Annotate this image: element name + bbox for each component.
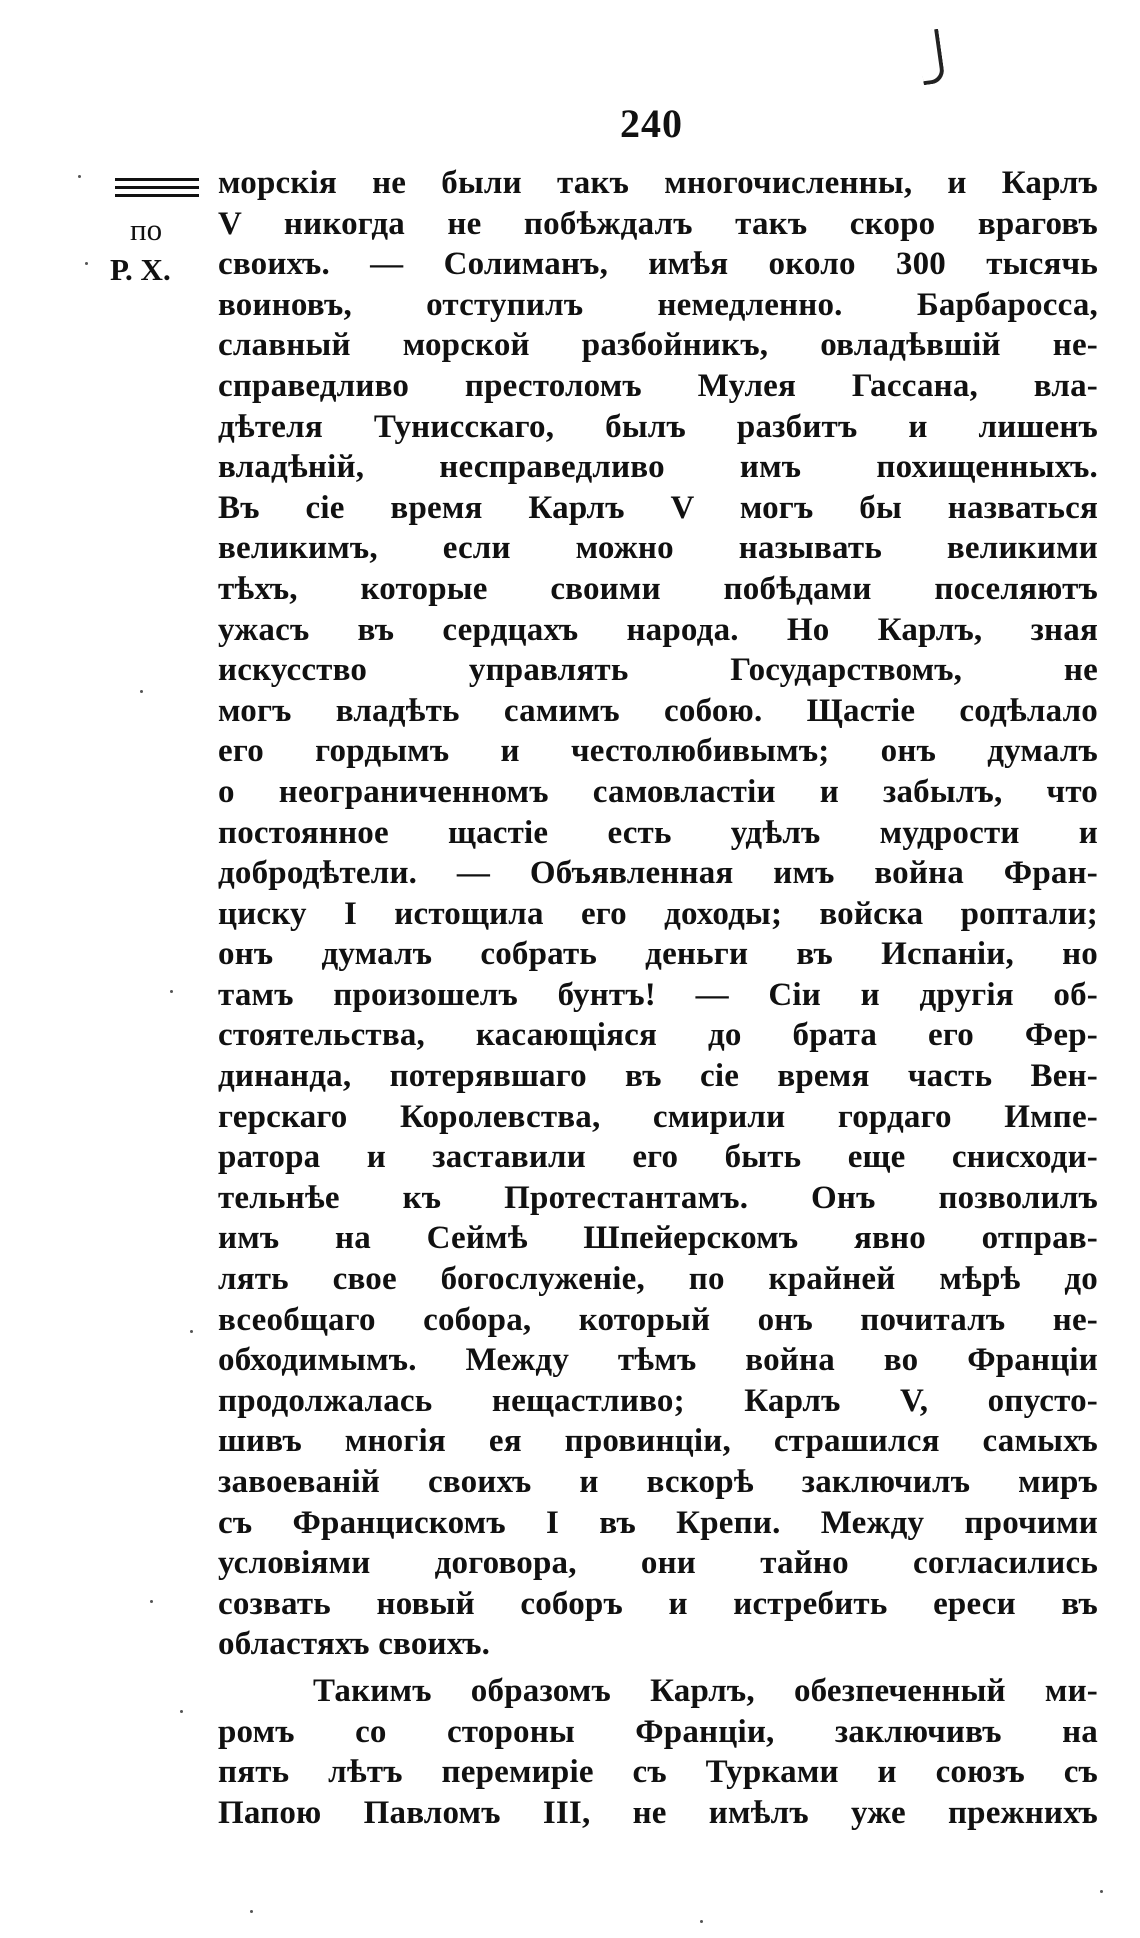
text-line: морскія не были такъ многочисленны, и Карлъ (218, 165, 1098, 201)
paper-speck (140, 690, 143, 693)
text-line: постоянное щастіе есть удѣлъ мудрости и (218, 814, 1098, 851)
text-line: тѣхъ, которые своими побѣдами поселяютъ (218, 570, 1098, 607)
paper-speck (250, 1910, 253, 1913)
margin-rule (115, 178, 199, 181)
text-line: V никогда не побѣждалъ такъ скоро враговъ (218, 205, 1098, 242)
text-line: всеобщаго собора, который онъ почиталъ не- (218, 1301, 1098, 1338)
text-line: ромъ со стороны Франціи, заключивъ на (218, 1713, 1098, 1750)
paragraph-2 (218, 1671, 1098, 1833)
margin-note-rkh: Р. Х. (110, 252, 171, 287)
text-line: справедливо престоломъ Мулея Гассана, вла- (218, 367, 1098, 404)
margin-note-po: по (130, 212, 163, 247)
body-text (218, 163, 1098, 1833)
paper-speck (190, 1330, 193, 1333)
paper-speck (150, 1600, 153, 1603)
text-line: областяхъ своихъ. (218, 1626, 491, 1663)
text-line: искусство управлять Государствомъ, не (218, 652, 1098, 689)
text-line: ратора и заставили его быть еще снисходи- (218, 1139, 1098, 1176)
text-line: великимъ, если можно называть великими (218, 530, 1098, 567)
text-line: Папою Павломъ III, не имѣлъ уже прежнихъ (218, 1794, 1098, 1831)
text-line: владѣній, несправедливо имъ похищенныхъ. (218, 449, 1098, 486)
text-line: съ Францискомъ I въ Крепи. Между прочими (218, 1504, 1098, 1541)
text-line: созвать новый соборъ и истребить ереси въ (218, 1585, 1098, 1622)
text-line: тельнѣе къ Протестантамъ. Онъ позволилъ (218, 1179, 1098, 1216)
margin-rule (115, 194, 199, 197)
text-line: стоятельства, касающіяся до брата его Фер- (218, 1017, 1098, 1054)
text-line: циску I истощила его доходы; войска роптали; (218, 895, 1098, 932)
text-line: лять свое богослуженіе, по крайней мѣрѣ до (218, 1261, 1098, 1298)
text-line: добродѣтели. — Объявленная имъ война Фран- (218, 855, 1098, 892)
text-line: имъ на Сеймѣ Шпейерскомъ явно отправ- (218, 1220, 1098, 1257)
paragraph-1 (218, 163, 1098, 1665)
margin-rule (115, 186, 199, 189)
text-line: воиновъ, отступилъ немедленно. Барбаросса, (218, 286, 1098, 323)
paper-speck (78, 175, 81, 178)
paper-speck (170, 990, 173, 993)
text-line: дѣтеля Тунисскаго, былъ разбитъ и лишенъ (218, 408, 1098, 445)
text-line: завоеваній своихъ и вскорѣ заключилъ миръ (218, 1464, 1098, 1500)
paper-speck (85, 262, 88, 265)
text-line: Такимъ образомъ Карлъ, обезпеченный ми- (313, 1672, 1098, 1709)
paper-speck (1100, 1890, 1103, 1893)
text-line: герскаго Королевства, смирили гордаго Импе- (218, 1098, 1098, 1135)
text-line: динанда, потерявшаго въ сіе время часть Вен- (218, 1058, 1098, 1095)
text-line: обходимымъ. Между тѣмъ война во Франціи (218, 1342, 1098, 1379)
text-line: его гордымъ и честолюбивымъ; онъ думалъ (218, 733, 1098, 770)
ink-mark (916, 29, 945, 86)
page-number: 240 (620, 101, 683, 146)
text-line: тамъ произошелъ бунтъ! — Сіи и другія об- (218, 976, 1098, 1013)
paper-speck (180, 1710, 183, 1713)
text-line: продолжалась нещастливо; Карлъ V, опусто- (218, 1382, 1098, 1419)
text-line: о неограниченномъ самовластіи и забылъ, что (218, 773, 1098, 810)
text-line: Въ сіе время Карлъ V могъ бы назваться (218, 489, 1098, 526)
text-line: славный морской разбойникъ, овладѣвшій не- (218, 327, 1098, 364)
text-line: онъ думалъ собрать деньги въ Испаніи, но (218, 936, 1098, 973)
text-line: шивъ многія ея провинціи, страшился самыхъ (218, 1423, 1098, 1460)
text-line: своихъ. — Солиманъ, имѣя около 300 тысячь (218, 246, 1098, 283)
text-line: могъ владѣть самимъ собою. Щастіе содѣлало (218, 692, 1098, 729)
text-line: ужасъ въ сердцахъ народа. Но Карлъ, зная (218, 611, 1098, 648)
text-line: условіями договора, они тайно согласились (218, 1545, 1098, 1582)
paper-speck (700, 1920, 703, 1923)
text-line: пять лѣтъ перемиріе съ Турками и союзъ съ (218, 1754, 1098, 1791)
